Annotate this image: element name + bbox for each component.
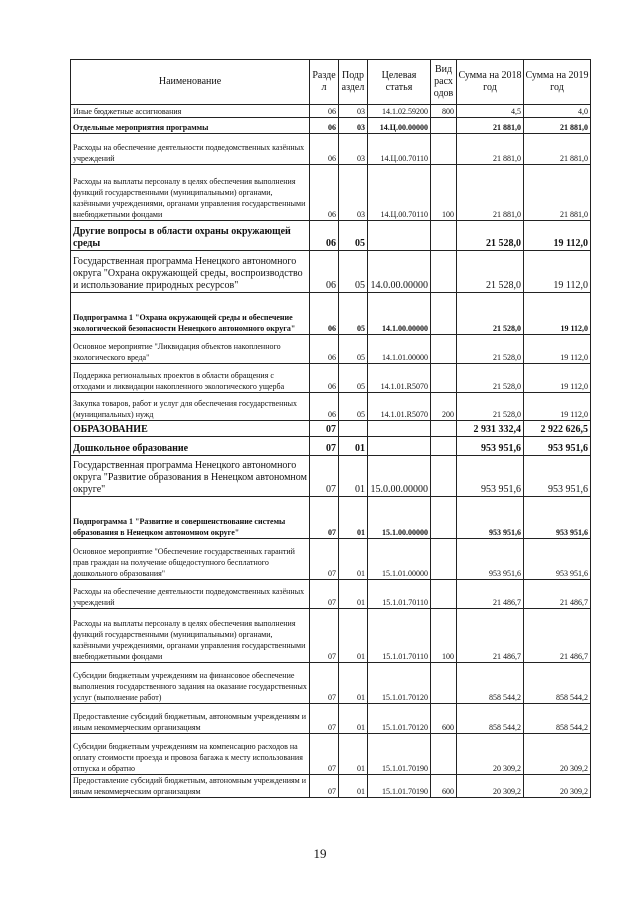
cell-target: 14.Ц.00.70110 [368, 134, 431, 165]
cell-target: 15.1.01.70120 [368, 663, 431, 704]
cell-sum-2018: 20 309,2 [457, 775, 524, 798]
cell-subsection: 01 [339, 497, 368, 539]
cell-sum-2019: 953 951,6 [524, 497, 591, 539]
cell-expense-type [431, 134, 457, 165]
cell-expense-type [431, 293, 457, 335]
cell-target: 15.1.00.00000 [368, 497, 431, 539]
table-row [71, 609, 591, 663]
table-row [71, 775, 591, 798]
cell-subsection [339, 421, 368, 437]
cell-sum-2018: 953 951,6 [457, 539, 524, 580]
cell-section: 06 [310, 251, 339, 293]
cell-subsection: 01 [339, 663, 368, 704]
cell-name: Дошкольное образование [71, 437, 310, 456]
cell-sum-2018: 953 951,6 [457, 437, 524, 456]
cell-expense-type [431, 497, 457, 539]
table-row [71, 118, 591, 134]
cell-sum-2018: 21 528,0 [457, 251, 524, 293]
table-row [71, 165, 591, 221]
cell-sum-2018: 21 486,7 [457, 609, 524, 663]
cell-subsection: 03 [339, 118, 368, 134]
cell-sum-2018: 4,5 [457, 105, 524, 118]
cell-sum-2018: 2 931 332,4 [457, 421, 524, 437]
cell-target [368, 221, 431, 251]
cell-section: 07 [310, 609, 339, 663]
cell-target: 14.Ц.00.00000 [368, 118, 431, 134]
cell-expense-type [431, 221, 457, 251]
cell-section: 06 [310, 364, 339, 393]
cell-section: 07 [310, 539, 339, 580]
cell-target: 15.1.01.70190 [368, 734, 431, 775]
cell-name: Основное мероприятие "Обеспечение государственных гарантий прав граждан на получение общедоступного бесплатного дошкольного образования" [71, 539, 310, 580]
cell-target [368, 437, 431, 456]
cell-subsection: 05 [339, 364, 368, 393]
cell-section: 07 [310, 580, 339, 609]
cell-sum-2018: 953 951,6 [457, 456, 524, 497]
cell-name: Субсидии бюджетным учреждениям на финансовое обеспечение выполнения государственного задания на оказание государственных услуг (выполнение работ) [71, 663, 310, 704]
cell-sum-2019: 21 881,0 [524, 134, 591, 165]
cell-section: 07 [310, 456, 339, 497]
cell-sum-2018: 858 544,2 [457, 663, 524, 704]
budget-table [70, 59, 591, 798]
cell-sum-2019: 19 112,0 [524, 393, 591, 421]
cell-sum-2019: 953 951,6 [524, 437, 591, 456]
cell-name: Расходы на обеспечение деятельности подведомственных казённых учреждений [71, 580, 310, 609]
header-target: Целевая статья [368, 60, 431, 105]
cell-expense-type: 600 [431, 704, 457, 734]
cell-subsection: 05 [339, 293, 368, 335]
cell-expense-type [431, 251, 457, 293]
cell-expense-type [431, 118, 457, 134]
header-sum-2019: Сумма на 2019 год [524, 60, 591, 105]
cell-subsection: 01 [339, 456, 368, 497]
header-subsection: Подр аздел [339, 60, 368, 105]
cell-name: Иные бюджетные ассигнования [71, 105, 310, 118]
cell-name: Предоставление субсидий бюджетным, автономным учреждениям и иным некоммерческим организациям [71, 775, 310, 798]
cell-expense-type [431, 663, 457, 704]
cell-subsection: 05 [339, 251, 368, 293]
cell-sum-2019: 20 309,2 [524, 734, 591, 775]
cell-sum-2018: 21 881,0 [457, 134, 524, 165]
cell-sum-2018: 21 528,0 [457, 221, 524, 251]
cell-subsection: 01 [339, 437, 368, 456]
cell-section: 06 [310, 221, 339, 251]
cell-sum-2019: 21 486,7 [524, 580, 591, 609]
cell-sum-2019: 19 112,0 [524, 221, 591, 251]
cell-subsection: 05 [339, 335, 368, 364]
cell-section: 06 [310, 118, 339, 134]
cell-target: 14.1.01.R5070 [368, 364, 431, 393]
cell-subsection: 03 [339, 134, 368, 165]
cell-name: Государственная программа Ненецкого автономного округа "Охрана окружающей среды, воспроизводство и использование природных ресурсов" [71, 251, 310, 293]
cell-expense-type [431, 437, 457, 456]
table-row [71, 293, 591, 335]
cell-subsection: 03 [339, 165, 368, 221]
cell-name: Отдельные мероприятия программы [71, 118, 310, 134]
cell-sum-2018: 20 309,2 [457, 734, 524, 775]
table-row [71, 251, 591, 293]
cell-expense-type: 600 [431, 775, 457, 798]
table-row [71, 539, 591, 580]
table-row [71, 580, 591, 609]
document-page [70, 59, 590, 798]
table-row [71, 105, 591, 118]
cell-target: 15.1.01.70110 [368, 609, 431, 663]
cell-target: 14.1.02.59200 [368, 105, 431, 118]
table-row [71, 421, 591, 437]
cell-target: 15.1.01.00000 [368, 539, 431, 580]
page-number: 19 [313, 846, 327, 861]
cell-section: 07 [310, 497, 339, 539]
cell-sum-2018: 21 881,0 [457, 118, 524, 134]
cell-target: 14.Ц.00.70110 [368, 165, 431, 221]
cell-sum-2019: 21 881,0 [524, 165, 591, 221]
cell-subsection: 03 [339, 105, 368, 118]
cell-target: 15.1.01.70110 [368, 580, 431, 609]
table-row [71, 663, 591, 704]
cell-sum-2019: 20 309,2 [524, 775, 591, 798]
cell-target: 14.0.00.00000 [368, 251, 431, 293]
cell-name: Государственная программа Ненецкого автономного округа "Развитие образования в Ненецком автономном округе" [71, 456, 310, 497]
cell-sum-2018: 21 528,0 [457, 335, 524, 364]
cell-section: 07 [310, 704, 339, 734]
cell-name: Поддержка региональных проектов в области обращения с отходами и ликвидации накопленного экологического ущерба [71, 364, 310, 393]
cell-sum-2019: 21 881,0 [524, 118, 591, 134]
cell-name: Предоставление субсидий бюджетным, автономным учреждениям и иным некоммерческим организациям [71, 704, 310, 734]
cell-sum-2019: 21 486,7 [524, 609, 591, 663]
cell-sum-2019: 19 112,0 [524, 364, 591, 393]
cell-sum-2018: 21 528,0 [457, 393, 524, 421]
cell-subsection: 01 [339, 580, 368, 609]
cell-expense-type [431, 734, 457, 775]
table-row [71, 393, 591, 421]
cell-name: ОБРАЗОВАНИЕ [71, 421, 310, 437]
cell-name: Другие вопросы в области охраны окружающей среды [71, 221, 310, 251]
cell-sum-2018: 21 881,0 [457, 165, 524, 221]
cell-section: 07 [310, 775, 339, 798]
header-section: Разде л [310, 60, 339, 105]
cell-sum-2019: 19 112,0 [524, 335, 591, 364]
table-row [71, 335, 591, 364]
cell-sum-2019: 4,0 [524, 105, 591, 118]
cell-target: 14.1.01.00000 [368, 335, 431, 364]
cell-sum-2019: 19 112,0 [524, 293, 591, 335]
table-row [71, 497, 591, 539]
table-row [71, 364, 591, 393]
cell-section: 07 [310, 437, 339, 456]
cell-sum-2018: 21 528,0 [457, 364, 524, 393]
cell-name: Расходы на выплаты персоналу в целях обеспечения выполнения функций государственными (муниципальными) органами, казёнными учреждениями, органами управления государственными внебюджетными фондами [71, 165, 310, 221]
cell-section: 06 [310, 105, 339, 118]
cell-name: Основное мероприятие "Ликвидация объектов накопленного экологического вреда" [71, 335, 310, 364]
cell-subsection: 01 [339, 539, 368, 580]
cell-subsection: 05 [339, 393, 368, 421]
cell-target: 14.1.01.R5070 [368, 393, 431, 421]
cell-subsection: 01 [339, 609, 368, 663]
cell-name: Расходы на обеспечение деятельности подведомственных казённых учреждений [71, 134, 310, 165]
cell-sum-2019: 953 951,6 [524, 456, 591, 497]
cell-subsection: 01 [339, 704, 368, 734]
cell-subsection: 05 [339, 221, 368, 251]
table-row [71, 437, 591, 456]
cell-section: 07 [310, 734, 339, 775]
cell-expense-type [431, 456, 457, 497]
header-name: Наименование [71, 60, 310, 105]
cell-sum-2018: 21 528,0 [457, 293, 524, 335]
cell-sum-2018: 953 951,6 [457, 497, 524, 539]
table-row [71, 221, 591, 251]
table-header-row [71, 60, 591, 105]
cell-target: 15.1.01.70190 [368, 775, 431, 798]
cell-target: 15.0.00.00000 [368, 456, 431, 497]
cell-section: 06 [310, 165, 339, 221]
cell-target [368, 421, 431, 437]
cell-sum-2019: 19 112,0 [524, 251, 591, 293]
cell-sum-2019: 858 544,2 [524, 704, 591, 734]
cell-name: Субсидии бюджетным учреждениям на компенсацию расходов на оплату стоимости проезда и провоза багажа к месту использования отпуска и обратно [71, 734, 310, 775]
cell-sum-2018: 858 544,2 [457, 704, 524, 734]
cell-expense-type: 200 [431, 393, 457, 421]
cell-expense-type: 100 [431, 609, 457, 663]
cell-expense-type [431, 421, 457, 437]
header-expense-type: Вид расх одов [431, 60, 457, 105]
table-row [71, 134, 591, 165]
cell-sum-2019: 953 951,6 [524, 539, 591, 580]
cell-subsection: 01 [339, 775, 368, 798]
table-row [71, 704, 591, 734]
header-sum-2018: Сумма на 2018 год [457, 60, 524, 105]
cell-section: 06 [310, 335, 339, 364]
cell-expense-type: 100 [431, 165, 457, 221]
cell-name: Закупка товаров, работ и услуг для обеспечения государственных (муниципальных) нужд [71, 393, 310, 421]
cell-target: 14.1.00.00000 [368, 293, 431, 335]
cell-sum-2018: 21 486,7 [457, 580, 524, 609]
cell-expense-type [431, 580, 457, 609]
table-row [71, 456, 591, 497]
cell-section: 06 [310, 134, 339, 165]
table-row [71, 734, 591, 775]
cell-section: 07 [310, 663, 339, 704]
cell-expense-type [431, 539, 457, 580]
cell-expense-type [431, 335, 457, 364]
cell-name: Подпрограмма 1 "Охрана окружающей среды и обеспечение экологической безопасности Ненецкого автономного округа" [71, 293, 310, 335]
cell-target: 15.1.01.70120 [368, 704, 431, 734]
cell-section: 07 [310, 421, 339, 437]
cell-expense-type [431, 364, 457, 393]
cell-section: 06 [310, 293, 339, 335]
cell-name: Расходы на выплаты персоналу в целях обеспечения выполнения функций государственными (муниципальными) органами, казёнными учреждениями, органами управления государственными внебюджетными фондами [71, 609, 310, 663]
cell-name: Подпрограмма 1 "Развитие и совершенствование системы образования в Ненецком автономном округе" [71, 497, 310, 539]
cell-section: 06 [310, 393, 339, 421]
cell-sum-2019: 2 922 626,5 [524, 421, 591, 437]
cell-subsection: 01 [339, 734, 368, 775]
cell-sum-2019: 858 544,2 [524, 663, 591, 704]
cell-expense-type: 800 [431, 105, 457, 118]
